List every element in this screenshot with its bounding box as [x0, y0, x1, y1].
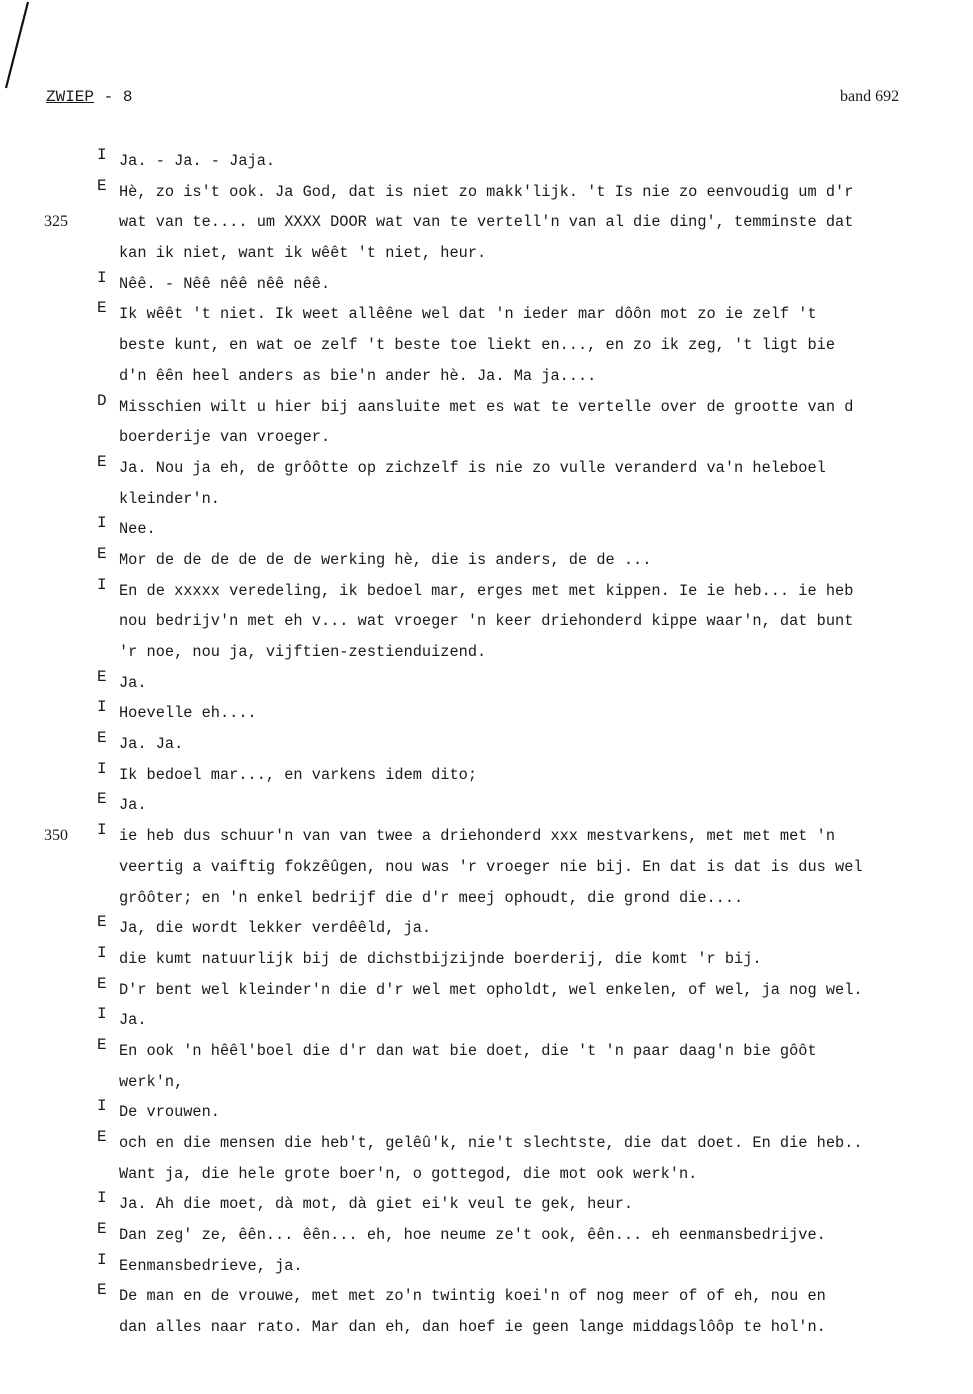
utterance-line: Want ja, die hele grote boer'n, o gottegod, die mot ook werk'n. [119, 1164, 698, 1183]
speaker-label: E [97, 299, 107, 318]
transcript-entry [0, 453, 973, 514]
margin-line-number: 325 [44, 213, 68, 231]
transcript-entry [0, 1281, 973, 1342]
transcript-entry [0, 545, 973, 576]
utterance-line: Ja. Ah die moet, dà mot, dà giet ei'k veul te gek, heur. [119, 1195, 634, 1214]
utterance-line: beste kunt, en wat oe zelf 't beste toe liekt en..., en zo ik zeg, 't ligt bie [119, 336, 836, 355]
utterance-line: Misschien wilt u hier bij aansluite met es wat te vertelle over de grootte van d [119, 397, 854, 416]
transcript-entry [0, 1097, 973, 1128]
transcript-entry [0, 576, 973, 668]
speaker-label: I [97, 268, 107, 287]
utterance-line: Hoevelle eh.... [119, 704, 257, 723]
utterance-line: 'r noe, nou ja, vijftien-zestienduizend. [119, 643, 487, 661]
transcript-entry [0, 760, 973, 791]
speaker-label: E [97, 913, 107, 932]
transcript-body [0, 146, 973, 1343]
utterance-line: Ja, die wordt lekker verdêêld, ja. [119, 919, 432, 938]
speaker-label: D [97, 391, 107, 410]
utterance-line: Dan zeg' ze, êên... êên... eh, hoe neume ze't ook, êên... eh eenmansbedrijve. [119, 1226, 826, 1245]
transcript-entry [0, 1128, 973, 1189]
transcript-entry [0, 1251, 973, 1282]
speaker-label: E [97, 974, 107, 993]
utterance-line: wat van te.... um XXXX DOOR wat van te vertell'n van al die ding', temminste dat [119, 213, 854, 232]
utterance-line: grôôter; en 'n enkel bedrijf die d'r meej ophoudt, die grond die.... [119, 888, 744, 907]
utterance-line: kleinder'n. [119, 489, 220, 508]
speaker-label: I [97, 759, 107, 778]
speaker-label: I [97, 821, 107, 840]
utterance-line: ie heb dus schuur'n van van twee a driehonderd xxx mestvarkens, met met met 'n [119, 827, 836, 846]
utterance-line: dan alles naar rato. Mar dan eh, dan hoef ie geen lange middagslôôp te hol'n. [119, 1318, 826, 1337]
speaker-label: I [97, 1005, 107, 1024]
utterance-line: Ja. [119, 796, 147, 815]
utterance-line: die kumt natuurlijk bij de dichstbijzijnde boerderij, die komt 'r bij. [119, 949, 762, 968]
transcript-entry [0, 1036, 973, 1097]
speaker-label: I [97, 146, 107, 164]
utterance-line: veertig a vaiftig fokzêûgen, nou was 'r vroeger nie bij. En dat is dat is dus wel [119, 857, 863, 876]
speaker-label: E [97, 176, 107, 195]
utterance-line: werk'n, [119, 1072, 184, 1091]
transcript-entry [0, 177, 973, 269]
transcript-entry [0, 392, 973, 453]
speaker-label: E [97, 1128, 107, 1146]
utterance-line: nou bedrijv'n met eh v... wat vroeger 'n keer driehonderd kippe waar'n, dat bunt [119, 612, 854, 631]
speaker-label: E [97, 544, 107, 563]
margin-line-number: 350 [44, 827, 68, 845]
page-number: 8 [122, 88, 133, 106]
transcript-entry [0, 299, 973, 391]
utterance-line: Nêê. - Nêê nêê nêê nêê. [119, 274, 331, 293]
utterance-line: och en die mensen die heb't, gelêû'k, nie't slechtste, die dat doet. En die heb.. [119, 1134, 863, 1152]
transcript-entry [0, 913, 973, 944]
transcript-entry [0, 944, 973, 975]
transcript-entry [0, 514, 973, 545]
utterance-line: Ik wêêt 't niet. Ik weet allêêne wel dat 'n ieder mar dôôn mot zo ie zelf 't [119, 305, 817, 324]
transcript-entry [0, 1189, 973, 1220]
utterance-line: De vrouwen. [119, 1103, 220, 1122]
speaker-label: I [97, 575, 107, 594]
page-header-left [46, 88, 132, 106]
utterance-line: Ja. - Ja. - Jaja. [119, 152, 276, 170]
title-separator: - [94, 88, 123, 106]
utterance-line: kan ik niet, want ik wêêt 't niet, heur. [119, 244, 487, 263]
transcript-entry [0, 1005, 973, 1036]
transcript-entry [0, 668, 973, 699]
utterance-line: De man en de vrouwe, met met zo'n twintig koei'n of nog meer of of eh, nou en [119, 1287, 826, 1306]
transcript-entry [0, 698, 973, 729]
utterance-line: D'r bent wel kleinder'n die d'r wel met opholdt, wel enkelen, of wel, ja nog wel. [119, 980, 863, 999]
utterance-line: Eenmansbedrieve, ja. [119, 1256, 303, 1275]
transcript-entry [0, 975, 973, 1006]
utterance-line: En de xxxxx veredeling, ik bedoel mar, erges met met kippen. Ie ie heb... ie heb [119, 581, 854, 600]
document-title: ZWIEP [46, 88, 95, 106]
transcript-entry [0, 790, 973, 821]
speaker-label: I [97, 1250, 107, 1269]
utterance-line: d'n êên heel anders as bie'n ander hè. Ja. Ma ja.... [119, 366, 597, 385]
transcript-entry [0, 146, 973, 177]
speaker-label: I [97, 1097, 107, 1116]
speaker-label: E [97, 1035, 107, 1054]
speaker-label: E [97, 1281, 107, 1300]
tape-reference: band 692 [840, 88, 900, 105]
speaker-label: E [97, 667, 107, 686]
transcript-entry [0, 1220, 973, 1251]
utterance-line: Ik bedoel mar..., en varkens idem dito; [119, 765, 478, 784]
utterance-line: En ook 'n hêêl'boel die d'r dan wat bie doet, die 't 'n paar daag'n bie gôôt [119, 1041, 817, 1060]
transcript-entry [0, 269, 973, 300]
margin-stroke-mark [2, 0, 32, 90]
utterance-line: Ja. Nou ja eh, de grôôtte op zichzelf is nie zo vulle veranderd va'n heleboel [119, 458, 826, 477]
speaker-label: I [97, 698, 107, 717]
speaker-label: I [97, 1189, 107, 1208]
speaker-label: E [97, 790, 107, 809]
transcript-entry [0, 729, 973, 760]
speaker-label: E [97, 452, 107, 471]
utterance-line: Nee. [119, 520, 156, 539]
transcript-entry [0, 821, 973, 913]
utterance-line: Ja. [119, 673, 147, 692]
utterance-line: boerderije van vroeger. [119, 428, 331, 447]
speaker-label: E [97, 729, 107, 748]
utterance-line: Hè, zo is't ook. Ja God, dat is niet zo makk'lijk. 't Is nie zo eenvoudig um d'r [119, 182, 854, 201]
utterance-line: Mor de de de de de de werking hè, die is anders, de de ... [119, 550, 652, 569]
speaker-label: I [97, 514, 107, 533]
speaker-label: E [97, 1220, 107, 1239]
speaker-label: I [97, 943, 107, 962]
utterance-line: Ja. Ja. [119, 735, 184, 754]
utterance-line: Ja. [119, 1011, 147, 1030]
